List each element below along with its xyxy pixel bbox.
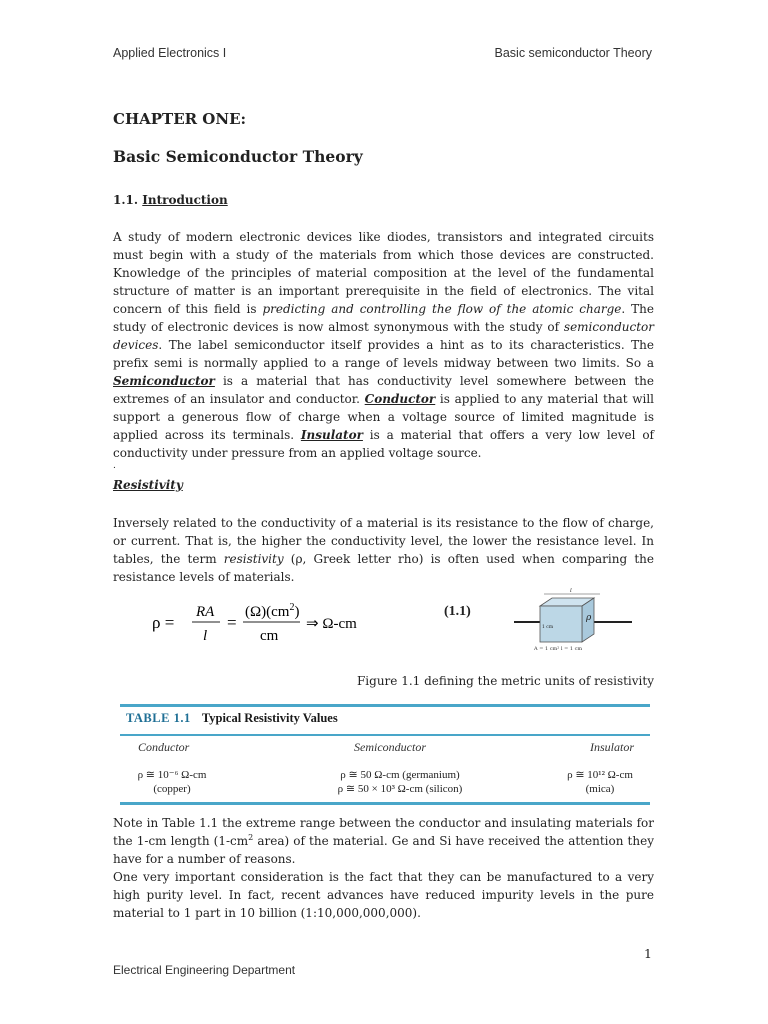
germanium-value: ρ ≅ 50 Ω-cm (germanium) <box>340 769 460 781</box>
intro-text-6: is a material that offers a very low level of conductivity under pressure from an applied voltage source. <box>113 428 654 460</box>
cube-rho-label: ρ <box>586 613 592 623</box>
formula-equals: = <box>227 613 237 632</box>
conductor-cell <box>120 768 224 796</box>
column-header-insulator: Insulator <box>589 740 634 754</box>
insulator-material: (mica) <box>585 783 615 795</box>
intro-text-5: is applied to any material that will support a generous flow of charge when a voltage source of limited magnitude is applied across its terminals. <box>113 392 655 442</box>
chapter-title: Basic Semiconductor Theory <box>113 147 363 166</box>
figure-caption: Figure 1.1 defining the metric units of resistivity <box>356 674 654 688</box>
formula-numerator: RA <box>196 604 215 620</box>
formula-lhs: ρ = <box>152 613 175 632</box>
section-name: Introduction <box>142 193 228 207</box>
intro-paragraph <box>113 228 654 462</box>
resistivity-cube-figure <box>514 588 632 652</box>
cube-length-label: l <box>570 588 572 594</box>
table-caption <box>126 711 338 726</box>
insulator-value: ρ ≅ 10¹² Ω-cm <box>567 769 633 781</box>
resistivity-heading: Resistivity <box>113 478 183 492</box>
intro-emphasis-1: predicting and controlling the flow of the atomic charge <box>262 302 622 316</box>
section-number: 1.1. <box>113 193 139 207</box>
resistivity-formula <box>152 600 402 646</box>
page-number: 1 <box>644 946 652 961</box>
resistivity-emphasis: resistivity <box>223 552 284 566</box>
chapter-heading: CHAPTER ONE: <box>113 110 247 128</box>
formula-denominator: l <box>203 628 208 644</box>
column-header-conductor: Conductor <box>138 740 190 754</box>
formula-denominator-2: cm <box>260 628 279 644</box>
formula-rhs: ⇒ Ω-cm <box>306 616 357 632</box>
running-header-right: Basic semiconductor Theory <box>494 46 652 60</box>
resistivity-text-2: (ρ, Greek letter rho) is often used when comparing the resistance levels of materials. <box>113 552 654 584</box>
intro-text-4: is a material that has conductivity level somewhere between the extremes of an insulator and conductor. <box>113 374 654 406</box>
section-heading <box>113 193 228 207</box>
formula-numerator-2: $(\Omega)(cm^2)$ <box>245 602 300 620</box>
note-text-c: One very important consideration is the fact that they can be manufactured to a very high purity level. In fact, recent advances have reduced impurity levels in the pure material to 1 part in 10 billion (1:10,000,000,000). <box>113 870 654 920</box>
cube-bottom-label: A = 1 cm² l = 1 cm <box>534 646 583 652</box>
intro-text-1: A study of modern electronic devices like diodes, transistors and integrated circuits must begin with a study of the materials from which those devices are constructed. Knowledge of the principles of material composition at the level of the fundamental structure of matter is an important prerequisite in the field of electronics. The vital concern of this field is <box>113 230 654 316</box>
table-bottom-rule <box>120 802 650 805</box>
note-text-b: area) of the material. Ge and Si have received the attention they have for a number of reasons. <box>113 834 654 866</box>
term-semiconductor: Semiconductor <box>113 374 215 388</box>
note-text-a: Note in Table 1.1 the extreme range between the conductor and insulating materials for the 1-cm length (1-cm <box>113 816 654 848</box>
silicon-value: ρ ≅ 50 × 10³ Ω-cm (silicon) <box>337 783 463 795</box>
note-paragraph <box>113 814 654 922</box>
stray-dot: . <box>113 461 116 471</box>
intro-text-3: . The label semiconductor itself provides a hint as to its characteristics. The prefix semi is normally applied to a range of levels midway between two limits. So a <box>113 338 654 370</box>
insulator-cell <box>550 768 650 796</box>
table-top-rule <box>120 704 650 707</box>
semiconductor-cell <box>300 768 500 796</box>
table-label: TABLE 1.1 <box>126 711 191 725</box>
equation-number: (1.1) <box>444 604 471 619</box>
intro-text-2: . The study of electronic devices is now almost synonymous with the study of <box>113 302 654 334</box>
term-conductor: Conductor <box>364 392 436 406</box>
term-insulator: Insulator <box>300 428 363 442</box>
conductor-material: (copper) <box>153 783 191 795</box>
resistivity-table <box>120 704 650 806</box>
running-header-left: Applied Electronics I <box>113 46 227 60</box>
column-header-semiconductor: Semiconductor <box>354 740 426 754</box>
table-header-rule <box>120 734 650 736</box>
note-superscript: 2 <box>248 833 254 842</box>
running-footer: Electrical Engineering Department <box>113 963 296 977</box>
resistivity-text-1: Inversely related to the conductivity of a material is its resistance to the flow of charge, or current. That is, the higher the conductivity level, the lower the resistance level. In tables, the term <box>113 516 654 566</box>
cube-cm-label: 1 cm <box>542 625 554 630</box>
conductor-value: ρ ≅ 10⁻⁶ Ω-cm <box>137 769 207 781</box>
table-description: Typical Resistivity Values <box>201 711 338 725</box>
cube-front-face <box>540 606 582 642</box>
resistivity-paragraph <box>113 514 654 586</box>
intro-emphasis-2: semiconductor devices <box>113 320 654 352</box>
